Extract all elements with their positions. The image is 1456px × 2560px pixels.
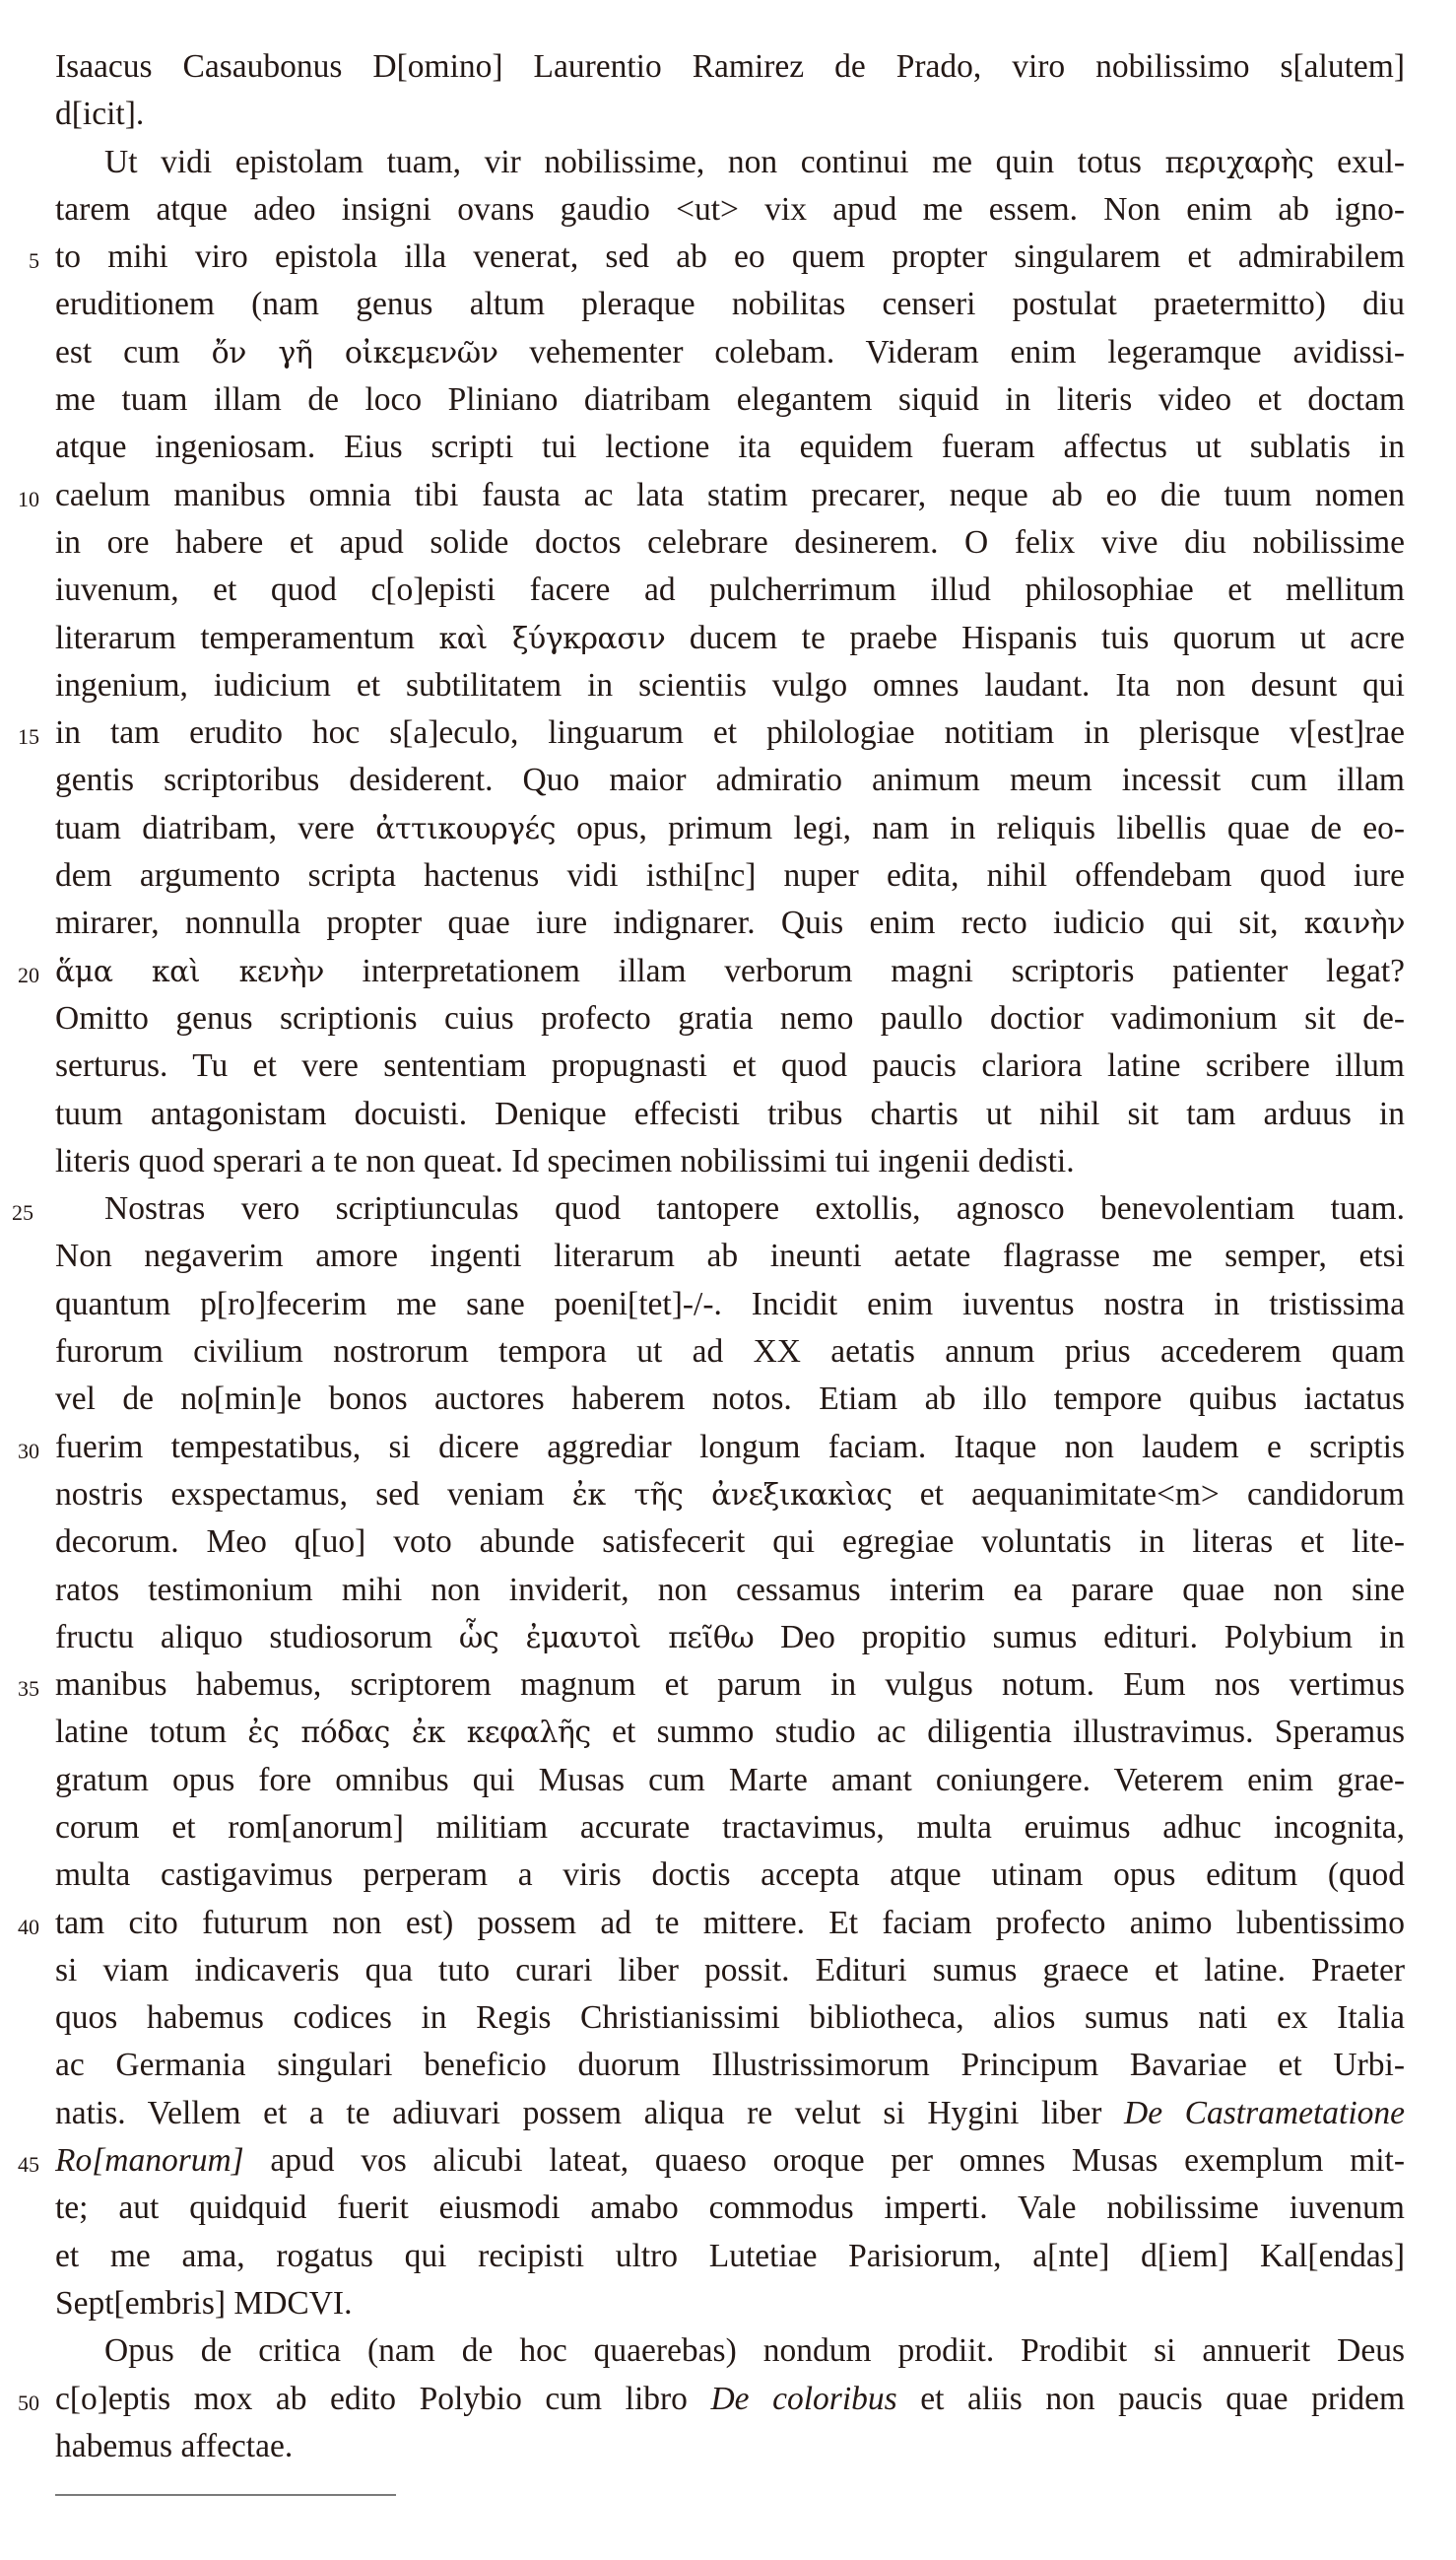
text-segment: Deo propitio sumus edituri. Polybium in: [754, 1618, 1405, 1655]
line-text: [55, 1804, 1405, 1852]
text-line: [0, 1328, 1456, 1376]
text-segment: in ore habere et apud solide doctos celebrare desinerem. O felix vive diu nobilissime: [55, 523, 1405, 561]
text-segment: est cum: [55, 333, 212, 371]
line-text: [55, 662, 1405, 709]
text-segment: Omitto genus scriptionis cuius profecto gratia nemo paullo doctior vadimonium sit de-: [55, 999, 1405, 1037]
text-segment: corum et rom[anorum] militiam accurate tractavimus, multa eruimus adhuc incognita,: [55, 1808, 1405, 1846]
text-line: [0, 1138, 1456, 1185]
line-text: [55, 1994, 1405, 2042]
text-segment: ratos testimonium mihi non inviderit, non cessamus interim ea parare quae non sine: [55, 1571, 1405, 1608]
line-text: [55, 2423, 1405, 2470]
greek-phrase: καινὴν: [1303, 907, 1405, 942]
text-line: [0, 2042, 1456, 2089]
text-line: [0, 1424, 1456, 1471]
line-text: [55, 1424, 1405, 1471]
text-line: [0, 376, 1456, 424]
greek-phrase: ἅμα καὶ κενὴν: [55, 954, 324, 989]
text-segment: Non negaverim amore ingenti literarum ab ineunti aetate flagrasse me semper, etsi: [55, 1238, 1405, 1275]
text-line: [0, 1852, 1456, 1899]
text-line: [0, 329, 1456, 376]
text-segment: gratum opus fore omnibus qui Musas cum Marte amant coniungere. Veterem enim grae-: [55, 1761, 1405, 1798]
text-segment: caelum manibus omnia tibi fausta ac lata statim precarer, neque ab eo die tuum nomen: [55, 476, 1405, 513]
text-line: [0, 2327, 1456, 2375]
text-line: [0, 1614, 1456, 1661]
line-text: [55, 1185, 1405, 1233]
text-segment: te; aut quidquid fuerit eiusmodi amabo commodus imperti. Vale nobilissime iuvenum: [55, 2189, 1405, 2227]
text-segment: fuerim tempestatibus, si dicere aggrediar longum faciam. Itaque non laudem e scriptis: [55, 1428, 1405, 1465]
text-line: [0, 2376, 1456, 2423]
text-segment: interpretationem illam verborum magni scriptoris patienter legat?: [323, 952, 1405, 989]
text-segment: tuam diatribam, vere: [55, 809, 376, 846]
text-line: [0, 186, 1456, 234]
text-line: [0, 1757, 1456, 1804]
line-number: 20: [18, 962, 39, 987]
text-line: [0, 852, 1456, 900]
line-text: [55, 1328, 1405, 1376]
line-text: [55, 1471, 1405, 1518]
text-segment: quantum p[ro]fecerim me sane poeni[tet]-/-. Incidit enim iuventus nostra in tristissima: [55, 1285, 1405, 1322]
text-segment: natis. Vellem et a te adiuvari possem aliqua re velut si Hygini liber: [55, 2094, 1124, 2131]
text-segment: nostris exspectamus, sed veniam: [55, 1475, 572, 1513]
line-number: 15: [18, 724, 39, 750]
line-text: [55, 1567, 1405, 1614]
line-text: [55, 948, 1405, 995]
text-line: [0, 900, 1456, 947]
italic-title: De coloribus: [710, 2380, 897, 2417]
greek-phrase: ἐς πόδας ἐκ κεφαλῆς: [247, 1716, 591, 1751]
text-segment: opus, primum legi, nam in reliquis libellis quae de eo-: [555, 809, 1405, 846]
text-segment: Opus de critica (nam de hoc quaerebas) nondum prodiit. Prodibit si annuerit Deus: [104, 2332, 1405, 2370]
text-segment: et summo studio ac diligentia illustravimus. Speramus: [590, 1714, 1405, 1751]
text-line: [0, 1471, 1456, 1518]
text-segment: fructu aliquo studiosorum: [55, 1618, 459, 1655]
text-segment: si viam indicaveris qua tuto curari liber possit. Edituri sumus graece et latine. Praeter: [55, 1951, 1405, 1988]
line-text: [55, 2090, 1405, 2137]
text-segment: exul-: [1313, 143, 1405, 180]
text-line: [0, 1900, 1456, 1947]
text-line: [0, 234, 1456, 281]
text-line: [0, 281, 1456, 328]
line-text: [55, 1709, 1405, 1756]
line-text: [55, 186, 1405, 234]
line-text: [55, 2233, 1405, 2280]
text-line: [0, 1043, 1456, 1090]
text-line: [0, 2280, 1456, 2327]
letter-page: [0, 43, 1456, 2470]
text-segment: apud vos alicubi lateat, quaeso oroque per omnes Musas exemplum mit-: [243, 2142, 1405, 2180]
line-number: 50: [18, 2390, 39, 2415]
text-line: [0, 995, 1456, 1043]
text-line: [0, 2185, 1456, 2232]
line-text: [55, 1281, 1405, 1328]
text-segment: Ut vidi epistolam tuam, vir nobilissime, non continui me quin totus: [104, 143, 1165, 180]
line-text: [55, 139, 1405, 186]
text-segment: decorum. Meo q[uo] voto abunde satisfecerit qui egregiae voluntatis in literas et lite-: [55, 1523, 1405, 1561]
greek-phrase: ἐκ τῆς ἀνεξικακὶας: [571, 1477, 893, 1513]
line-text: [55, 1233, 1405, 1280]
text-line: [0, 424, 1456, 471]
text-line: [0, 2137, 1456, 2185]
line-text: [55, 615, 1405, 662]
italic-title: De Castrametatione: [1124, 2094, 1405, 2131]
line-text: [55, 2376, 1405, 2423]
text-line: [0, 139, 1456, 186]
text-segment: to mihi viro epistola illa venerat, sed ab eo quem propter singularem et admirabilem: [55, 238, 1405, 276]
line-number: 25: [12, 1200, 33, 1226]
line-number: 10: [18, 486, 39, 511]
text-line: [0, 948, 1456, 995]
text-segment: et aliis non paucis quae pridem: [896, 2380, 1405, 2417]
text-segment: ducem te praebe Hispanis tuis quorum ut acre: [665, 619, 1405, 656]
text-segment: me tuam illam de loco Pliniano diatribam elegantem siquid in literis video et doctam: [55, 381, 1405, 419]
text-line: [0, 1709, 1456, 1756]
line-text: [55, 472, 1405, 519]
footnote-separator-rule: [55, 2494, 396, 2496]
text-segment: multa castigavimus perperam a viris doctis accepta atque utinam opus editum (quod: [55, 1856, 1405, 1894]
line-number: 5: [29, 248, 39, 274]
text-segment: tarem atque adeo insigni ovans gaudio <ut> vix apud me essem. Non enim ab igno-: [55, 190, 1405, 228]
line-text: [55, 1661, 1405, 1709]
text-segment: atque ingeniosam. Eius scripti tui lectione ita equidem fueram affectus ut sublatis in: [55, 429, 1405, 466]
text-line: [0, 1994, 1456, 2042]
text-line: [0, 519, 1456, 567]
italic-title: Ro[manorum]: [55, 2142, 244, 2180]
text-segment: tam cito futurum non est) possem ad te mittere. Et faciam profecto animo lubentissimo: [55, 1904, 1405, 1941]
greek-phrase: ὄν γῆ οἰκεμενῶν: [211, 335, 498, 371]
text-segment: vehementer colebam. Videram enim legeramque avidissi-: [497, 333, 1405, 371]
line-text: [55, 2137, 1405, 2185]
text-segment: Nostras vero scriptiunculas quod tantopere extollis, agnosco benevolentiam tuam.: [104, 1190, 1405, 1228]
line-text: [55, 376, 1405, 424]
text-segment: et me ama, rogatus qui recipisti ultro Lutetiae Parisiorum, a[nte] d[iem] Kal[endas]: [55, 2237, 1405, 2274]
line-text: [55, 43, 1405, 91]
text-segment: et aequanimitate<m> candidorum: [892, 1475, 1405, 1513]
text-line: [0, 2233, 1456, 2280]
text-line: [0, 1376, 1456, 1423]
line-text: [55, 2280, 1405, 2327]
line-text: [55, 2327, 1405, 2375]
text-segment: dem argumento scripta hactenus vidi isthi[nc] nuper edita, nihil offendebam quod iure: [55, 857, 1405, 895]
line-number: 45: [18, 2152, 39, 2178]
text-segment: literis quod sperari a te non queat. Id specimen nobilissimi tui ingenii dedisti.: [55, 1142, 1075, 1179]
line-text: [55, 805, 1405, 852]
greek-phrase: καὶ ξύγκρασιν: [438, 621, 666, 656]
text-segment: literarum temperamentum: [55, 619, 439, 656]
line-text: [55, 424, 1405, 471]
text-segment: Sept[embris] MDCVI.: [55, 2284, 353, 2322]
line-text: [55, 709, 1405, 757]
line-text: [55, 2185, 1405, 2232]
line-text: [55, 234, 1405, 281]
line-text: [55, 900, 1405, 947]
text-line: [0, 43, 1456, 91]
line-text: [55, 1900, 1405, 1947]
line-text: [55, 91, 1405, 138]
text-line: [0, 2423, 1456, 2470]
line-text: [55, 281, 1405, 328]
line-text: [55, 329, 1405, 376]
line-text: [55, 1138, 1405, 1185]
line-text: [55, 1376, 1405, 1423]
text-line: [0, 615, 1456, 662]
text-line: [0, 472, 1456, 519]
text-line: [0, 757, 1456, 804]
text-line: [0, 1281, 1456, 1328]
text-segment: furorum civilium nostrorum tempora ut ad XX aetatis annum prius accederem quam: [55, 1333, 1405, 1371]
text-segment: habemus affectae.: [55, 2427, 294, 2464]
line-text: [55, 757, 1405, 804]
text-segment: latine totum: [55, 1714, 248, 1751]
text-segment: vel de no[min]e bonos auctores haberem notos. Etiam ab illo tempore quibus iactatus: [55, 1381, 1405, 1418]
line-text: [55, 995, 1405, 1043]
line-text: [55, 1852, 1405, 1899]
greek-phrase: ἀττικουργές: [375, 811, 556, 846]
text-line: [0, 91, 1456, 138]
line-number: 40: [18, 1914, 39, 1939]
text-segment: in tam erudito hoc s[a]eculo, linguarum et philologiae notitiam in plerisque v[est]rae: [55, 714, 1405, 752]
text-line: [0, 1233, 1456, 1280]
text-line: [0, 1804, 1456, 1852]
text-segment: gentis scriptoribus desiderent. Quo maior admiratio animum meum incessit cum illam: [55, 762, 1405, 799]
text-segment: mirarer, nonnulla propter quae iure indignarer. Quis enim recto iudicio qui sit,: [55, 905, 1304, 942]
text-line: [0, 567, 1456, 614]
text-line: [0, 1661, 1456, 1709]
text-line: [0, 1518, 1456, 1566]
text-segment: manibus habemus, scriptorem magnum et parum in vulgus notum. Eum nos vertimus: [55, 1666, 1405, 1704]
text-segment: iuvenum, et quod c[o]episti facere ad pulcherrimum illud philosophiae et mellitum: [55, 572, 1405, 609]
text-segment: eruditionem (nam genus altum pleraque nobilitas censeri postulat praetermitto) diu: [55, 286, 1405, 323]
line-text: [55, 1091, 1405, 1138]
line-text: [55, 519, 1405, 567]
text-segment: Isaacus Casaubonus D[omino] Laurentio Ramirez de Prado, viro nobilissimo s[alutem]: [55, 48, 1405, 85]
text-segment: serturus. Tu et vere sententiam propugnasti et quod paucis clariora latine scribere illum: [55, 1047, 1405, 1085]
text-line: [0, 1091, 1456, 1138]
greek-phrase: ὧς ἐμαυτοὶ πεῖθω: [458, 1620, 755, 1655]
text-segment: ac Germania singulari beneficio duorum Illustrissimorum Principum Bavariae et Urbi-: [55, 2047, 1405, 2084]
line-text: [55, 1947, 1405, 1994]
text-segment: d[icit].: [55, 96, 145, 133]
text-segment: tuum antagonistam docuisti. Denique effecisti tribus chartis ut nihil sit tam arduus in: [55, 1095, 1405, 1132]
line-text: [55, 1757, 1405, 1804]
text-line: [0, 1947, 1456, 1994]
line-text: [55, 1043, 1405, 1090]
text-segment: ingenium, iudicium et subtilitatem in scientiis vulgo omnes laudant. Ita non desunt qui: [55, 666, 1405, 704]
line-text: [55, 1518, 1405, 1566]
text-line: [0, 709, 1456, 757]
text-line: [0, 1185, 1456, 1233]
text-line: [0, 805, 1456, 852]
line-text: [55, 567, 1405, 614]
text-line: [0, 1567, 1456, 1614]
line-number: 30: [18, 1438, 39, 1463]
line-text: [55, 2042, 1405, 2089]
text-segment: c[o]eptis mox ab edito Polybio cum libro: [55, 2380, 711, 2417]
line-text: [55, 852, 1405, 900]
text-segment: quos habemus codices in Regis Christianissimi bibliotheca, alios sumus nati ex Italia: [55, 1999, 1405, 2037]
text-line: [0, 2090, 1456, 2137]
text-line: [0, 662, 1456, 709]
greek-phrase: περιχαρὴς: [1164, 145, 1314, 180]
line-number: 35: [18, 1676, 39, 1702]
line-text: [55, 1614, 1405, 1661]
